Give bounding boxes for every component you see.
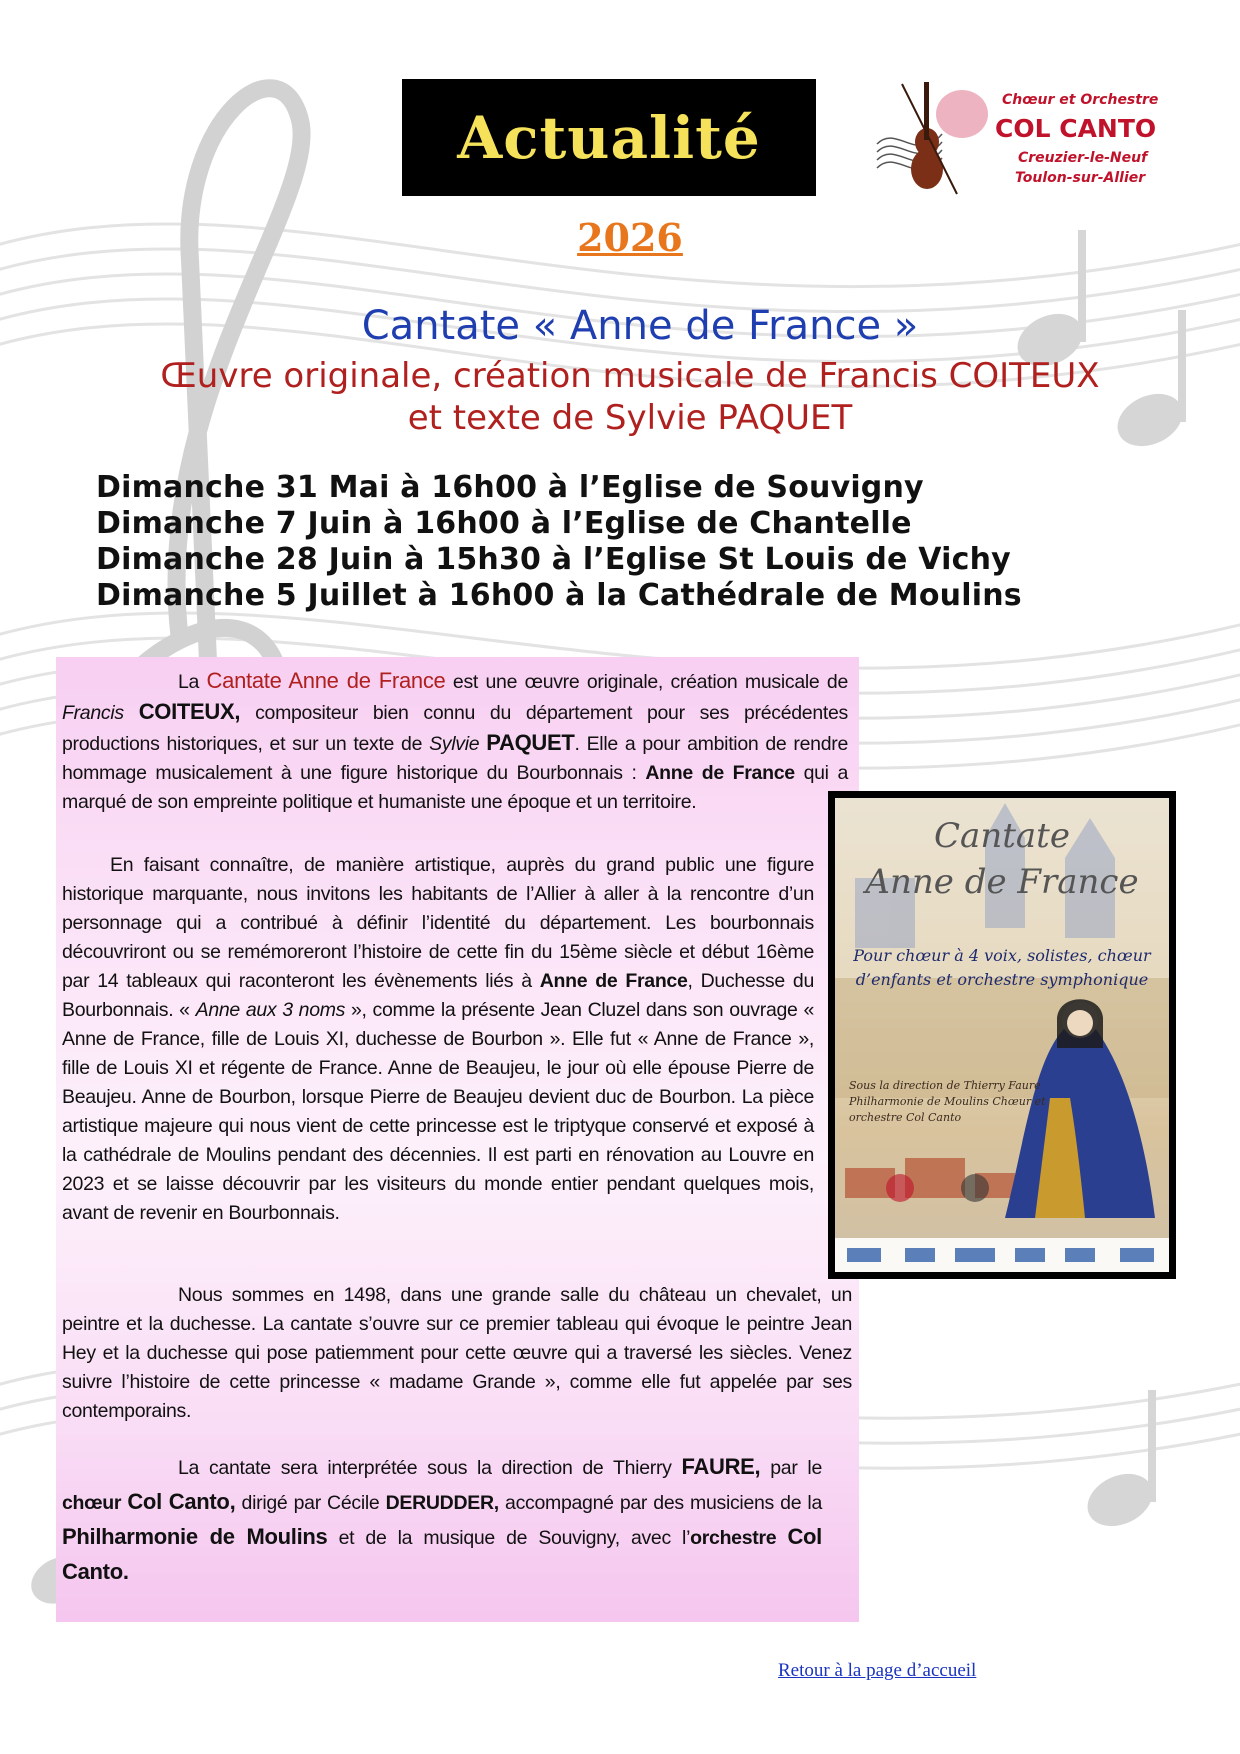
cantata-title: Cantate « Anne de France »	[361, 303, 919, 349]
poster-description: Pour chœur à 4 voix, solistes, chœur d’enfants et orchestre symphonique	[853, 946, 1151, 989]
logo-line-toulon: Toulon-sur-Allier	[1015, 170, 1146, 186]
logo-line-choeur: Chœur et Orchestre	[1002, 92, 1159, 108]
paragraph-performers: La cantate sera interprétée sous la direction de Thierry FAURE, par le chœur Col Canto, dirigé par Cécile DERUDDER, accompagné par des musiciens de la Philharmonie de Moulins et de la musique de Souvigny, avec l’orchestre Col Canto.	[62, 1454, 822, 1584]
paragraph-history: En faisant connaître, de manière artistique, auprès du grand public une figure historique marquante, nous invitons les habitants de l’Allier à aller à la rencontre d’un personnage qui a contribué à définir l’identité du département. Les bourbonnais découvriront ou se remémoreront l’histoire de cette fin du 15ème siècle et début 16ème par 14 tableaux qui raconteront les évènements liés à Anne de France, Duchesse du Bourbonnais. « Anne aux 3 noms », comme la présente Jean Cluzel dans son ouvrage « Anne de France, fille de Louis XI, duchesse de Bourbon ». Elle fut « Anne de France », fille de Louis XI et régente de France. Anne de Beaujeu, le jour où elle épouse Pierre de Beaujeu. Anne de Bourbon, lorsque Pierre de Beaujeu devient duc de Bourbon. La pièce artistique majeure qui nous vient de cette princesse est le triptyque conservé et exposé à la cathédrale de Moulins pendant des décennies. Il est parti en rénovation au Louvre en 2023 et se laisse découvrir par les visiteurs du monde entier pendant quelques mois, avant de revenir en Bourbonnais.	[62, 854, 815, 1224]
poster-content	[835, 798, 1169, 1272]
page-title: Actualité	[457, 103, 761, 172]
concert-date: Dimanche 28 Juin à 15h30 à l’Eglise St Louis de Vichy	[96, 542, 1011, 577]
logo-line-colcanto: COL CANTO	[995, 114, 1157, 143]
cantata-subtitle-line2: et texte de Sylvie PAQUET	[407, 398, 853, 438]
cantata-poster-image	[828, 791, 1176, 1279]
paragraph-intro: La Cantate Anne de France est une œuvre originale, création musicale de Francis COITEUX, compositeur bien connu du département pour ses précédentes productions historiques, et sur un texte de Sylvie PAQUET. Elle a pour ambition de rendre hommage musicalement à une figure historique du Bourbonnais : Anne de France qui a marqué de son empreinte politique et humaniste une époque et un territoire.	[62, 668, 849, 813]
concert-dates	[96, 470, 1156, 614]
cantata-subtitle-line1: Œuvre originale, création musicale de Francis COITEUX	[160, 356, 1100, 396]
concert-date: Dimanche 7 Juin à 16h00 à l’Eglise de Chantelle	[96, 506, 912, 541]
back-to-home-link[interactable]: Retour à la page d’accueil	[778, 1660, 977, 1681]
logo-line-creuzier: Creuzier-le-Neuf	[1018, 150, 1148, 166]
paragraph-scene: Nous sommes en 1498, dans une grande salle du château un chevalet, un peintre et la duchesse. La cantate s’ouvre sur ce premier tableau qui évoque le peintre Jean Hey et la duchesse qui pose patiemment pour cette œuvre qui a traversé les siècles. Venez suivre l’histoire de cette princesse « madame Grande », comme elle fut appelée par ses contemporains.	[62, 1284, 852, 1422]
col-canto-logo	[872, 74, 1182, 204]
violin-logo-icon	[872, 74, 1002, 204]
concert-date: Dimanche 5 Juillet à 16h00 à la Cathédrale de Moulins	[96, 578, 1022, 613]
page-title-banner	[402, 79, 816, 196]
poster-credits: Sous la direction de Thierry Faure Philharmonie de Moulins Chœur et orchestre Col Canto	[849, 1079, 1046, 1124]
poster-title-line2: Anne de France	[865, 862, 1139, 902]
concert-date: Dimanche 31 Mai à 16h00 à l’Eglise de Souvigny	[96, 470, 924, 505]
poster-title-line1: Cantate	[934, 816, 1070, 856]
year-heading: 2026	[577, 215, 683, 260]
